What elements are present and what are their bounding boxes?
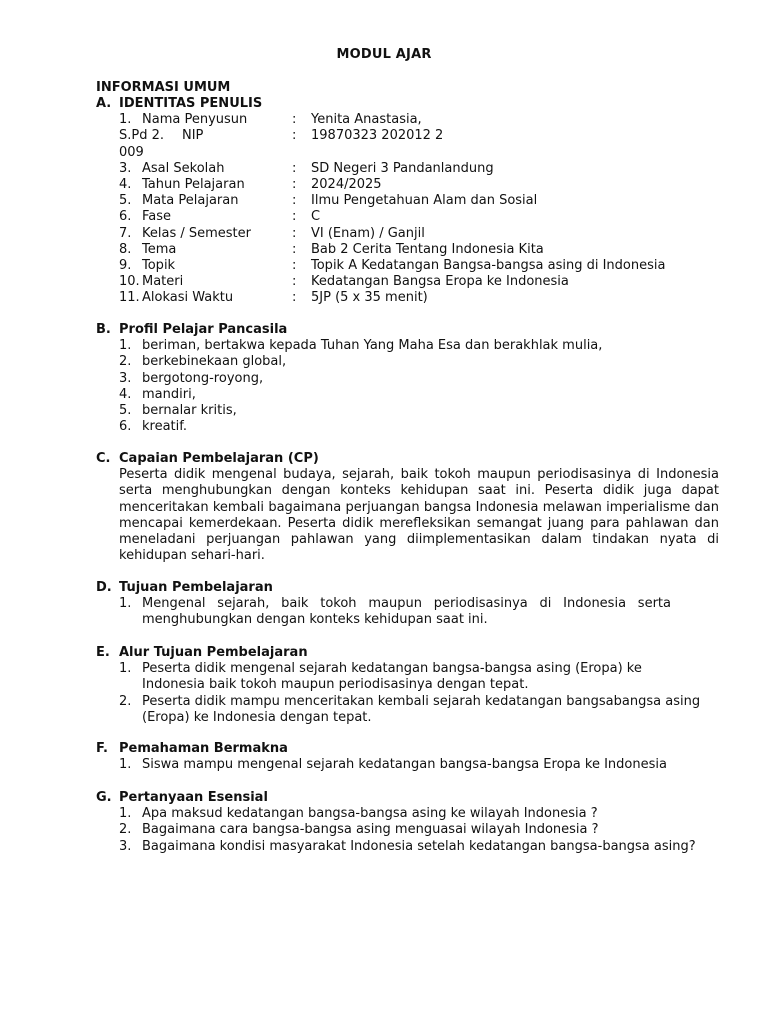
identity-row (96, 226, 726, 242)
identity-colon: : (292, 225, 297, 241)
list-item (96, 419, 726, 435)
identity-label: Fase (142, 209, 172, 225)
list-item (96, 354, 726, 370)
list-item (96, 757, 726, 773)
section-capaian-pembelajaran (96, 451, 726, 564)
section-alur-tujuan (96, 645, 726, 726)
section-heading: G. Pertanyaan Esensial (96, 790, 268, 805)
identity-row (96, 274, 726, 290)
identity-colon: : (292, 160, 297, 176)
list-item-text: Mengenal sejarah, baik tokoh maupun periodisasinya di Indonesia serta menghubungkan dengan konteks kehidupan saat ini. (142, 596, 671, 628)
list-item (96, 661, 706, 693)
list-item-number: 4. (119, 386, 132, 402)
list-item-text: beriman, bertakwa kepada Tuhan Yang Maha Esa dan berakhlak mulia, (142, 338, 603, 354)
list-item-number: 2. (119, 693, 132, 709)
list-item-text: Peserta didik mampu menceritakan kembali sejarah kedatangan bangsabangsa asing (Eropa) ke Indonesia dengan tepat. (142, 693, 701, 725)
identity-colon: : (292, 290, 297, 306)
identity-colon: : (292, 209, 297, 225)
identity-row (96, 290, 726, 306)
list-item (96, 371, 726, 387)
list-item-text: berkebinekaan global, (142, 354, 287, 370)
identity-value: Bab 2 Cerita Tentang Indonesia Kita (311, 241, 544, 257)
list-item-number: 2. (119, 354, 132, 370)
list-item-text: kreatif. (142, 419, 188, 435)
list-item-text: Peserta didik mengenal sejarah kedatangan bangsa-bangsa asing (Eropa) ke Indonesia baik tokoh maupun periodisasinya dengan tepat. (142, 661, 642, 693)
identity-value: Kedatangan Bangsa Eropa ke Indonesia (311, 274, 569, 290)
identity-value: 2024/2025 (311, 176, 382, 192)
identity-rows (96, 161, 726, 307)
identity-num: 7. (119, 225, 132, 241)
identity-colon: : (292, 257, 297, 273)
identity-label: Kelas / Semester (142, 225, 251, 241)
list-item-number: 3. (119, 370, 132, 386)
section-heading: D. Tujuan Pembelajaran (96, 580, 273, 595)
identity-colon: : (292, 241, 297, 257)
alur-list (96, 661, 706, 726)
list-item-number: 5. (119, 403, 132, 419)
tujuan-list (96, 596, 671, 628)
list-item (96, 403, 726, 419)
list-item-number: 2. (119, 822, 132, 838)
identity-row (96, 177, 726, 193)
identity-num: 4. (119, 176, 132, 192)
section-heading: E. Alur Tujuan Pembelajaran (96, 645, 308, 660)
identity-row (96, 258, 726, 274)
identity-num: 11. (119, 290, 140, 306)
capaian-paragraph: Peserta didik mengenal budaya, sejarah, baik tokoh maupun periodisasinya di Indonesia serta menghubungkan dengan konteks kehidupan saat ini. Peserta didik juga dapat menceritakan kembali bagaimana perjuangan bangsa Indonesia melawan imperialisme dan mencapai kemerdekaan. Peserta didik merefleksikan semangat juang para pahlawan dan meneladani perjuangan pahlawan yang diimplementasikan dalam tindakan nyata di kehidupan sehari-hari. (119, 467, 719, 564)
list-item (96, 596, 671, 628)
identity-value: 5JP (5 x 35 menit) (311, 290, 428, 306)
identity-row (96, 161, 726, 177)
pemahaman-list (96, 757, 726, 773)
section-heading: A. IDENTITAS PENULIS (96, 96, 263, 111)
list-item-text: Bagaimana cara bangsa-bangsa asing menguasai wilayah Indonesia ? (142, 822, 599, 838)
identity-row (96, 209, 726, 225)
list-item-number: 6. (119, 419, 132, 435)
section-identitas-penulis (96, 96, 726, 306)
list-item (96, 338, 726, 354)
list-item (96, 694, 706, 726)
list-item-number: 1. (119, 338, 132, 354)
identity-row: S.Pd 2. NIP : 19870323 202012 2 (119, 128, 444, 144)
list-item-text: bergotong-royong, (142, 370, 264, 386)
info-umum-heading: INFORMASI UMUM (96, 80, 231, 95)
identity-colon: : (292, 274, 297, 290)
identity-label: Alokasi Waktu (142, 290, 234, 306)
identity-label: Tahun Pelajaran (142, 176, 245, 192)
identity-value: Ilmu Pengetahuan Alam dan Sosial (311, 193, 538, 209)
list-item-number: 1. (119, 757, 132, 773)
identity-num: 3. (119, 160, 132, 176)
identity-num: 6. (119, 209, 132, 225)
list-item-text: mandiri, (142, 386, 196, 402)
section-tujuan-pembelajaran (96, 580, 726, 629)
identity-colon: : (292, 193, 297, 209)
section-pemahaman-bermakna (96, 741, 726, 773)
identity-row (96, 193, 726, 209)
section-profil-pelajar (96, 322, 726, 435)
identity-num: 8. (119, 241, 132, 257)
identity-row (96, 242, 726, 258)
identity-label: Tema (142, 241, 177, 257)
list-item (96, 822, 696, 838)
list-item-number: 1. (119, 806, 132, 822)
identity-colon: : (292, 176, 297, 192)
list-item-number: 1. (119, 596, 132, 612)
list-item (96, 806, 696, 822)
list-item-text: bernalar kritis, (142, 403, 237, 419)
identity-value: VI (Enam) / Ganjil (311, 225, 425, 241)
identity-num: 9. (119, 257, 132, 273)
identity-value: SD Negeri 3 Pandanlandung (311, 160, 494, 176)
section-heading: F. Pemahaman Bermakna (96, 741, 288, 756)
list-item (96, 387, 726, 403)
profil-list (96, 338, 726, 435)
identity-row: 1. Nama Penyusun : Yenita Anastasia, (119, 112, 422, 128)
identity-num: 5. (119, 193, 132, 209)
list-item-text: Apa maksud kedatangan bangsa-bangsa asing ke wilayah Indonesia ? (142, 806, 598, 822)
section-pertanyaan-esensial (96, 790, 726, 855)
list-item (96, 839, 696, 855)
identity-label: Mata Pelajaran (142, 193, 239, 209)
identity-label: Asal Sekolah (142, 160, 225, 176)
list-item-text: Bagaimana kondisi masyarakat Indonesia setelah kedatangan bangsa-bangsa asing? (142, 838, 696, 854)
identity-row-continuation: 009 (119, 144, 144, 160)
document-title: MODUL AJAR (336, 47, 432, 62)
identity-num: 10. (119, 274, 140, 290)
section-heading: C. Capaian Pembelajaran (CP) (96, 451, 319, 466)
identity-value: Topik A Kedatangan Bangsa-bangsa asing di Indonesia (311, 257, 666, 273)
list-item-text: Siswa mampu mengenal sejarah kedatangan bangsa-bangsa Eropa ke Indonesia (142, 757, 667, 773)
section-heading: B. Profil Pelajar Pancasila (96, 322, 288, 337)
identity-label: Materi (142, 274, 184, 290)
identity-value: C (311, 209, 321, 225)
pertanyaan-list (96, 806, 696, 855)
list-item-number: 3. (119, 838, 132, 854)
list-item-number: 1. (119, 661, 132, 677)
identity-label: Topik (142, 257, 176, 273)
